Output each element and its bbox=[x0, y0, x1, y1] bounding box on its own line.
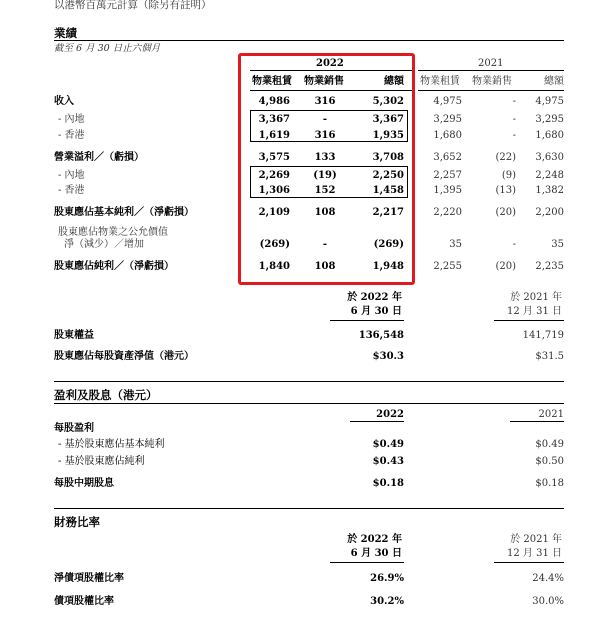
row-label-line2: 淨（減少）／增加 bbox=[64, 239, 144, 250]
nav-prior: $31.5 bbox=[535, 351, 564, 362]
ratios-title: 財務比率 bbox=[54, 515, 100, 529]
cell-current: 3,367 bbox=[258, 114, 290, 125]
cell-prior: - bbox=[512, 96, 516, 107]
cell-current: 3,575 bbox=[258, 152, 290, 163]
cell-prior: 2,257 bbox=[433, 170, 462, 181]
cell-current: 152 bbox=[314, 185, 336, 196]
eps-year-prior: 2021 bbox=[538, 409, 564, 420]
ratio-date-rule-prior bbox=[494, 562, 564, 563]
ratio-date-rule-current bbox=[330, 562, 404, 563]
cell-current: 1,935 bbox=[372, 130, 404, 141]
col-head-leasing: 物業租賃 bbox=[252, 76, 292, 87]
cell-prior: 3,652 bbox=[433, 152, 462, 163]
cell-current: 1,306 bbox=[258, 185, 290, 196]
cell-current: 2,250 bbox=[372, 170, 404, 181]
cell-prior: (20) bbox=[495, 261, 516, 272]
cell-prior: (20) bbox=[495, 207, 516, 218]
row-label: 股東應佔物業之公允價值 bbox=[58, 227, 168, 238]
equity-current: 136,548 bbox=[358, 330, 404, 341]
results-title: 業績 bbox=[54, 26, 77, 40]
cell-prior: 1,680 bbox=[433, 130, 462, 141]
eps-row-label: - 基於股東應佔純利 bbox=[58, 456, 145, 467]
row-label: 營業溢利／（虧損） bbox=[54, 152, 144, 163]
divider bbox=[54, 403, 564, 404]
ratio-date-current-line1: 於 2022 年 bbox=[347, 534, 402, 545]
date-prior-line1: 於 2021 年 bbox=[510, 292, 562, 303]
cell-prior: (13) bbox=[495, 185, 516, 196]
col-head-leasing-prior: 物業租賃 bbox=[420, 76, 460, 87]
cell-prior: 1,680 bbox=[535, 130, 564, 141]
cell-current: 2,109 bbox=[258, 207, 290, 218]
cell-prior: 3,630 bbox=[535, 152, 564, 163]
cell-prior: 1,395 bbox=[433, 185, 462, 196]
row-label: 股東應佔基本純利／（淨虧損） bbox=[54, 207, 194, 218]
row-label: 股東應佔純利／（淨虧損） bbox=[54, 261, 174, 272]
divider bbox=[54, 508, 564, 509]
cell-current: 2,217 bbox=[372, 207, 404, 218]
year-prior: 2021 bbox=[478, 58, 504, 69]
cell-current: 4,986 bbox=[258, 96, 290, 107]
cell-prior: 4,975 bbox=[535, 96, 564, 107]
cell-prior: 35 bbox=[449, 239, 462, 250]
nav-label: 股東應佔每股資產淨值（港元） bbox=[54, 351, 194, 362]
col-head-sales: 物業銷售 bbox=[304, 76, 344, 87]
row-label: - 內地 bbox=[58, 170, 85, 181]
cell-current: 1,619 bbox=[258, 130, 290, 141]
cell-prior: (22) bbox=[495, 152, 516, 163]
dividend-current: $0.18 bbox=[372, 478, 404, 489]
cell-current: 3,708 bbox=[372, 152, 404, 163]
cell-prior: - bbox=[512, 130, 516, 141]
net-gearing-current: 26.9% bbox=[370, 573, 404, 584]
cell-current: 2,269 bbox=[258, 170, 290, 181]
cell-prior: 2,220 bbox=[433, 207, 462, 218]
cell-current: 5,302 bbox=[372, 96, 404, 107]
eps-row-current: $0.43 bbox=[372, 456, 404, 467]
cell-current: - bbox=[322, 114, 328, 125]
col-head-sales-prior: 物業銷售 bbox=[472, 76, 512, 87]
row-label: - 香港 bbox=[58, 130, 85, 141]
cell-prior: 2,200 bbox=[535, 207, 564, 218]
eps-row-prior: $0.50 bbox=[535, 456, 564, 467]
cell-current: (269) bbox=[259, 239, 290, 250]
eps-year-rule-prior bbox=[510, 421, 564, 422]
cell-current: 316 bbox=[314, 130, 336, 141]
equity-label: 股東權益 bbox=[54, 330, 94, 341]
col-head-total: 總額 bbox=[384, 76, 404, 87]
dividend-label: 每股中期股息 bbox=[54, 478, 114, 489]
divider bbox=[54, 381, 564, 382]
ratio-date-current-line2: 6 月 30 日 bbox=[350, 548, 402, 559]
ratio-date-prior-line1: 於 2021 年 bbox=[510, 534, 562, 545]
cell-current: - bbox=[322, 239, 328, 250]
divider bbox=[54, 40, 564, 41]
gearing-prior: 30.0% bbox=[532, 596, 564, 607]
highlight-box bbox=[238, 53, 415, 285]
eps-title: 盈利及股息（港元） bbox=[54, 388, 158, 402]
date-rule-prior bbox=[494, 320, 564, 321]
date-current-line1: 於 2022 年 bbox=[347, 292, 402, 303]
net-gearing-prior: 24.4% bbox=[532, 573, 564, 584]
eps-row-label: - 基於股東應佔基本純利 bbox=[58, 439, 165, 450]
date-prior-line2: 12 月 31 日 bbox=[507, 306, 562, 317]
row-label: - 香港 bbox=[58, 185, 85, 196]
cell-current: 133 bbox=[314, 152, 336, 163]
cell-prior: 3,295 bbox=[535, 114, 564, 125]
cell-prior: 1,382 bbox=[535, 185, 564, 196]
row-label: - 內地 bbox=[58, 114, 85, 125]
equity-prior: 141,719 bbox=[522, 330, 564, 341]
gearing-current: 30.2% bbox=[370, 596, 404, 607]
cell-current: 1,948 bbox=[372, 261, 404, 272]
cell-current: 108 bbox=[314, 207, 336, 218]
cell-current: 3,367 bbox=[372, 114, 404, 125]
cell-prior: 4,975 bbox=[433, 96, 462, 107]
header-rule-prior bbox=[418, 90, 564, 91]
nav-current: $30.3 bbox=[372, 351, 404, 362]
eps-row-current: $0.49 bbox=[372, 439, 404, 450]
eps-year-rule-current bbox=[350, 421, 404, 422]
cell-prior: 2,255 bbox=[433, 261, 462, 272]
cell-prior: 2,248 bbox=[535, 170, 564, 181]
date-current-line2: 6 月 30 日 bbox=[350, 306, 402, 317]
gearing-label: 債項股權比率 bbox=[54, 596, 114, 607]
eps-subtitle: 每股盈利 bbox=[54, 423, 94, 434]
ratio-date-prior-line2: 12 月 31 日 bbox=[507, 548, 562, 559]
cell-prior: 35 bbox=[551, 239, 564, 250]
cell-prior: 3,295 bbox=[433, 114, 462, 125]
dividend-prior: $0.18 bbox=[535, 478, 564, 489]
net-gearing-label: 淨債項股權比率 bbox=[54, 573, 124, 584]
col-head-total-prior: 總額 bbox=[544, 76, 564, 87]
period-label: 截至 6 月 30 日止六個月 bbox=[54, 43, 161, 54]
cell-prior: (9) bbox=[501, 170, 516, 181]
row-label: 收入 bbox=[54, 96, 74, 107]
cell-current: 1,840 bbox=[258, 261, 290, 272]
year-current: 2022 bbox=[316, 58, 344, 69]
cell-current: 316 bbox=[314, 96, 336, 107]
cell-current: 1,458 bbox=[372, 185, 404, 196]
eps-year-current: 2022 bbox=[376, 409, 404, 420]
eps-row-prior: $0.49 bbox=[535, 439, 564, 450]
cell-prior: - bbox=[512, 114, 516, 125]
cell-prior: - bbox=[512, 239, 516, 250]
cell-current: 108 bbox=[314, 261, 336, 272]
cell-current: (19) bbox=[313, 170, 337, 181]
date-rule-current bbox=[330, 320, 404, 321]
year-underline-prior bbox=[418, 70, 564, 71]
cell-prior: 2,235 bbox=[535, 261, 564, 272]
cell-current: (269) bbox=[373, 239, 404, 250]
top-note: 以港幣百萬元計算（除另有註明） bbox=[54, 0, 212, 11]
